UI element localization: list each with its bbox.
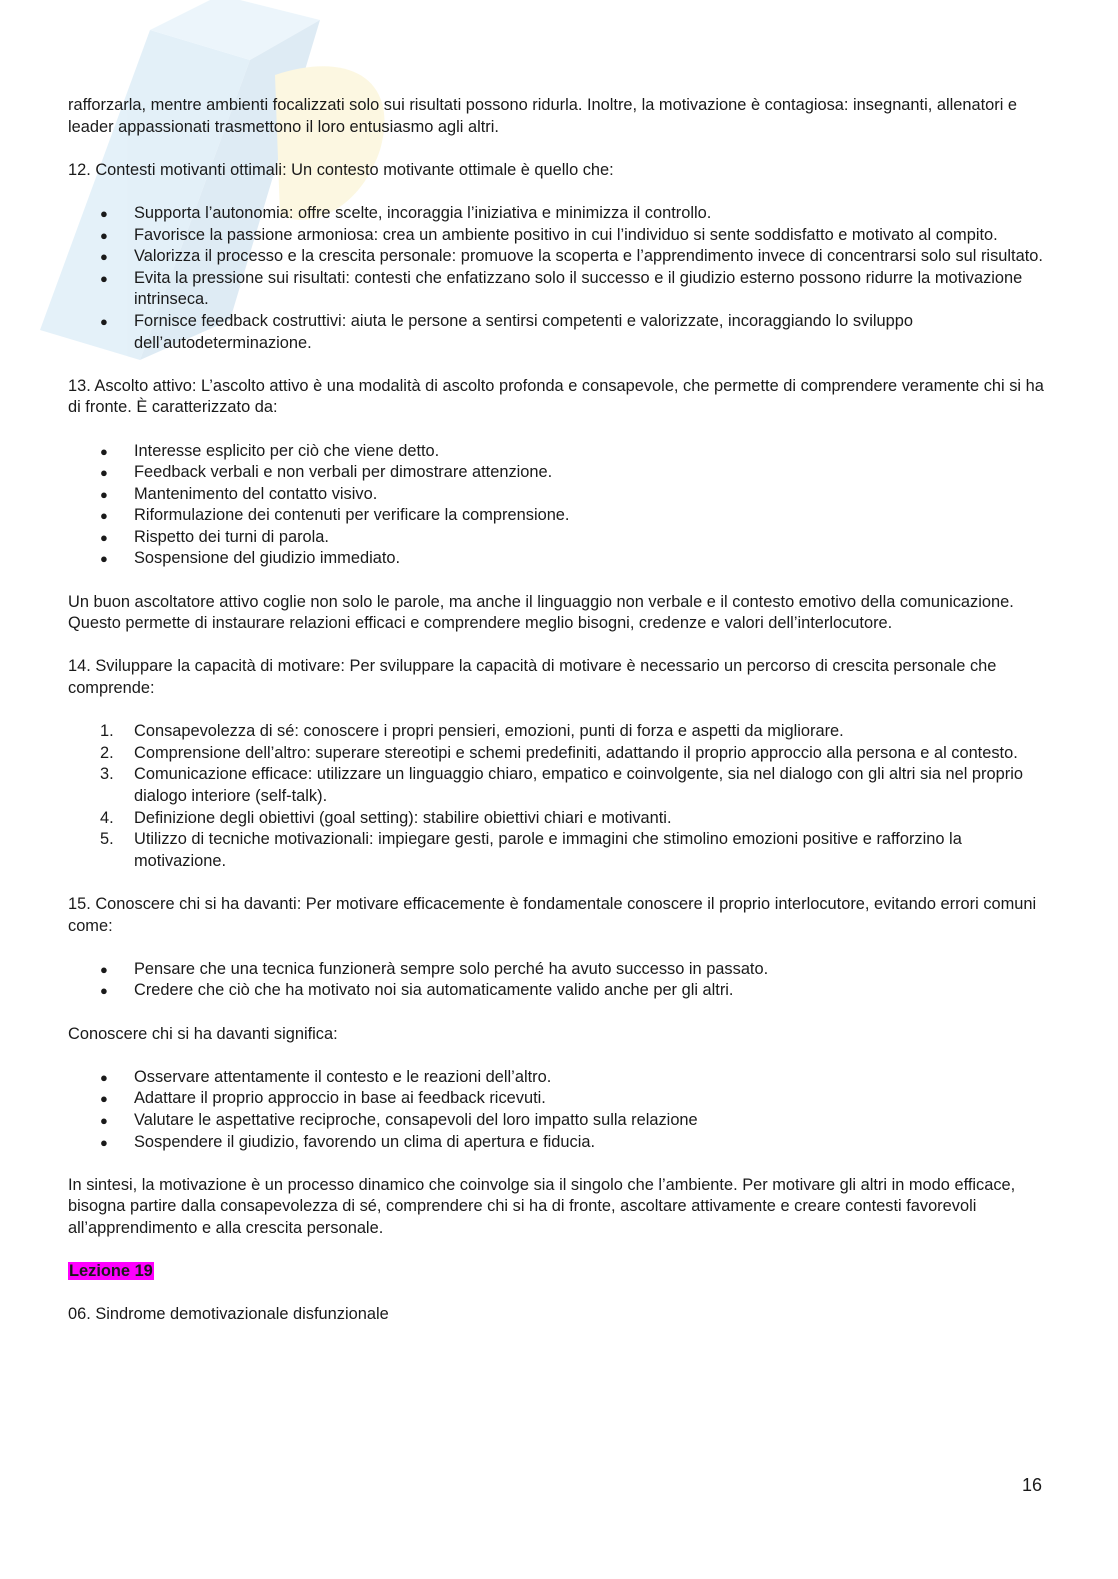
list-item: ● Rispetto dei turni di parola. (68, 527, 1053, 549)
lesson-label-line (68, 1261, 1053, 1283)
bullet-icon: ● (100, 465, 108, 481)
bullet-icon: ● (100, 227, 108, 243)
section-15-list (68, 959, 1053, 1002)
bullet-icon: ● (100, 249, 108, 265)
list-item: ● Evita la pressione sui risultati: contesti che enfatizzano solo il successo e il giudizio esterno possono ridurre la motivazione intrinseca. (100, 268, 1023, 309)
section-13-closing: Un buon ascoltatore attivo coglie non solo le parole, ma anche il linguaggio non verbale e il contesto emotivo della comunicazione. Questo permette di instaurare relazioni efficaci e comprendere meglio bisogni, credenze e valori dell’interlocutore. (68, 592, 1014, 633)
bullet-icon: ● (100, 508, 108, 524)
bullet-icon: ● (100, 205, 108, 221)
bullet-icon: ● (100, 486, 108, 502)
list-item: ● Favorisce la passione armoniosa: crea un ambiente positivo in cui l’individuo si sente soddisfatto e motivato al compito. (68, 225, 1053, 247)
list-item: 1. Consapevolezza di sé: conoscere i propri pensieri, emozioni, punti di forza e aspetti da migliorare. (100, 722, 844, 741)
next-heading: 06. Sindrome demotivazionale disfunzionale (68, 1305, 389, 1324)
list-item: ● Fornisce feedback costruttivi: aiuta le persone a sentirsi competenti e valorizzate, incoraggiando lo sviluppo dell’autodeterminazione. (100, 311, 913, 352)
page-number: 16 (1021, 1475, 1042, 1495)
list-item: ● Adattare il proprio approccio in base ai feedback ricevuti. (68, 1088, 1053, 1110)
list-item: ● Osservare attentamente il contesto e le reazioni dell’altro. (68, 1067, 1053, 1089)
summary-paragraph: In sintesi, la motivazione è un processo dinamico che coinvolge sia il singolo che l’ambiente. Per motivare gli altri in modo efficace, bisogna partire dalla consapevolezza di sé, comprendere chi si ha di fronte, ascoltare attivamente e creare contesti favorevoli all’apprendimento e alla crescita personale. (68, 1175, 1016, 1237)
list-item: ● Mantenimento del contatto visivo. (68, 484, 1053, 506)
list-item: ● Interesse esplicito per ciò che viene detto. (68, 441, 1053, 463)
section-12-heading: 12. Contesti motivanti ottimali: Un contesto motivante ottimale è quello che: (68, 160, 614, 179)
bullet-icon: ● (100, 529, 108, 545)
list-item: 3. Comunicazione efficace: utilizzare un linguaggio chiaro, empatico e coinvolgente, sia nel dialogo con gli altri sia nel proprio dialogo interiore (self-talk). (100, 765, 1023, 805)
section-14-heading: 14. Sviluppare la capacità di motivare: Per sviluppare la capacità di motivare è necessario un percorso di crescita personale che comprende: (68, 657, 997, 698)
bullet-icon: ● (100, 983, 108, 999)
list-item: ● Valorizza il processo e la crescita personale: promuove la scoperta e l’apprendimento invece di concentrarsi solo sul risultato. (68, 246, 1053, 268)
list-item: ● Pensare che una tecnica funzionerà sempre solo perché ha avuto successo in passato. (68, 959, 1053, 981)
list-item: 4. Definizione degli obiettivi (goal setting): stabilire obiettivi chiari e motivanti. (100, 808, 672, 827)
section-13-heading: 13. Ascolto attivo: L’ascolto attivo è una modalità di ascolto profonda e consapevole, che permette di comprendere veramente chi si ha di fronte. È caratterizzato da: (68, 376, 1044, 417)
section-13-list (68, 441, 1053, 571)
bullet-icon: ● (100, 1134, 108, 1150)
bullet-icon: ● (100, 1091, 108, 1107)
list-item: 5. Utilizzo di tecniche motivazionali: impiegare gesti, parole e immagini che stimolino emozioni positive e rafforzino la motivazione. (100, 830, 962, 870)
bullet-icon: ● (100, 961, 108, 977)
bullet-icon: ● (100, 1069, 108, 1085)
list-item: ● Valutare le aspettative reciproche, consapevoli del loro impatto sulla relazione (68, 1110, 1053, 1132)
list-item: ● Supporta l’autonomia: offre scelte, incoraggia l’iniziativa e minimizza il controllo. (68, 203, 1053, 225)
intro-paragraph: rafforzarla, mentre ambienti focalizzati solo sui risultati possono ridurla. Inoltre, la motivazione è contagiosa: insegnanti, allenatori e leader appassionati trasmettono il loro entusiasmo agli altri. (68, 96, 1018, 136)
section-12-list (68, 203, 1053, 354)
section-14-list (68, 721, 1053, 872)
list-item: ● Feedback verbali e non verbali per dimostrare attenzione. (68, 462, 1053, 484)
list-item: ● Riformulazione dei contenuti per verificare la comprensione. (68, 505, 1053, 527)
bullet-icon: ● (100, 270, 108, 286)
list-item: ● Credere che ciò che ha motivato noi sia automaticamente valido anche per gli altri. (68, 980, 1053, 1002)
document-body (68, 95, 1053, 1347)
list-item: ● Sospensione del giudizio immediato. (68, 548, 1053, 570)
list-item: ● Sospendere il giudizio, favorendo un clima di apertura e fiducia. (68, 1132, 1053, 1154)
bullet-icon: ● (100, 1112, 108, 1128)
bullet-icon: ● (100, 443, 108, 459)
lesson-label: Lezione 19 (69, 1262, 153, 1281)
bullet-icon: ● (100, 313, 108, 329)
section-15-list-2 (68, 1067, 1053, 1153)
list-item: 2. Comprensione dell’altro: superare stereotipi e schemi predefiniti, adattando il proprio approccio alla persona e al contesto. (100, 743, 1018, 762)
section-15-heading: 15. Conoscere chi si ha davanti: Per motivare efficacemente è fondamentale conoscere il proprio interlocutore, evitando errori comuni come: (68, 894, 1037, 935)
bullet-icon: ● (100, 551, 108, 567)
section-15-subheading: Conoscere chi si ha davanti significa: (68, 1024, 338, 1043)
